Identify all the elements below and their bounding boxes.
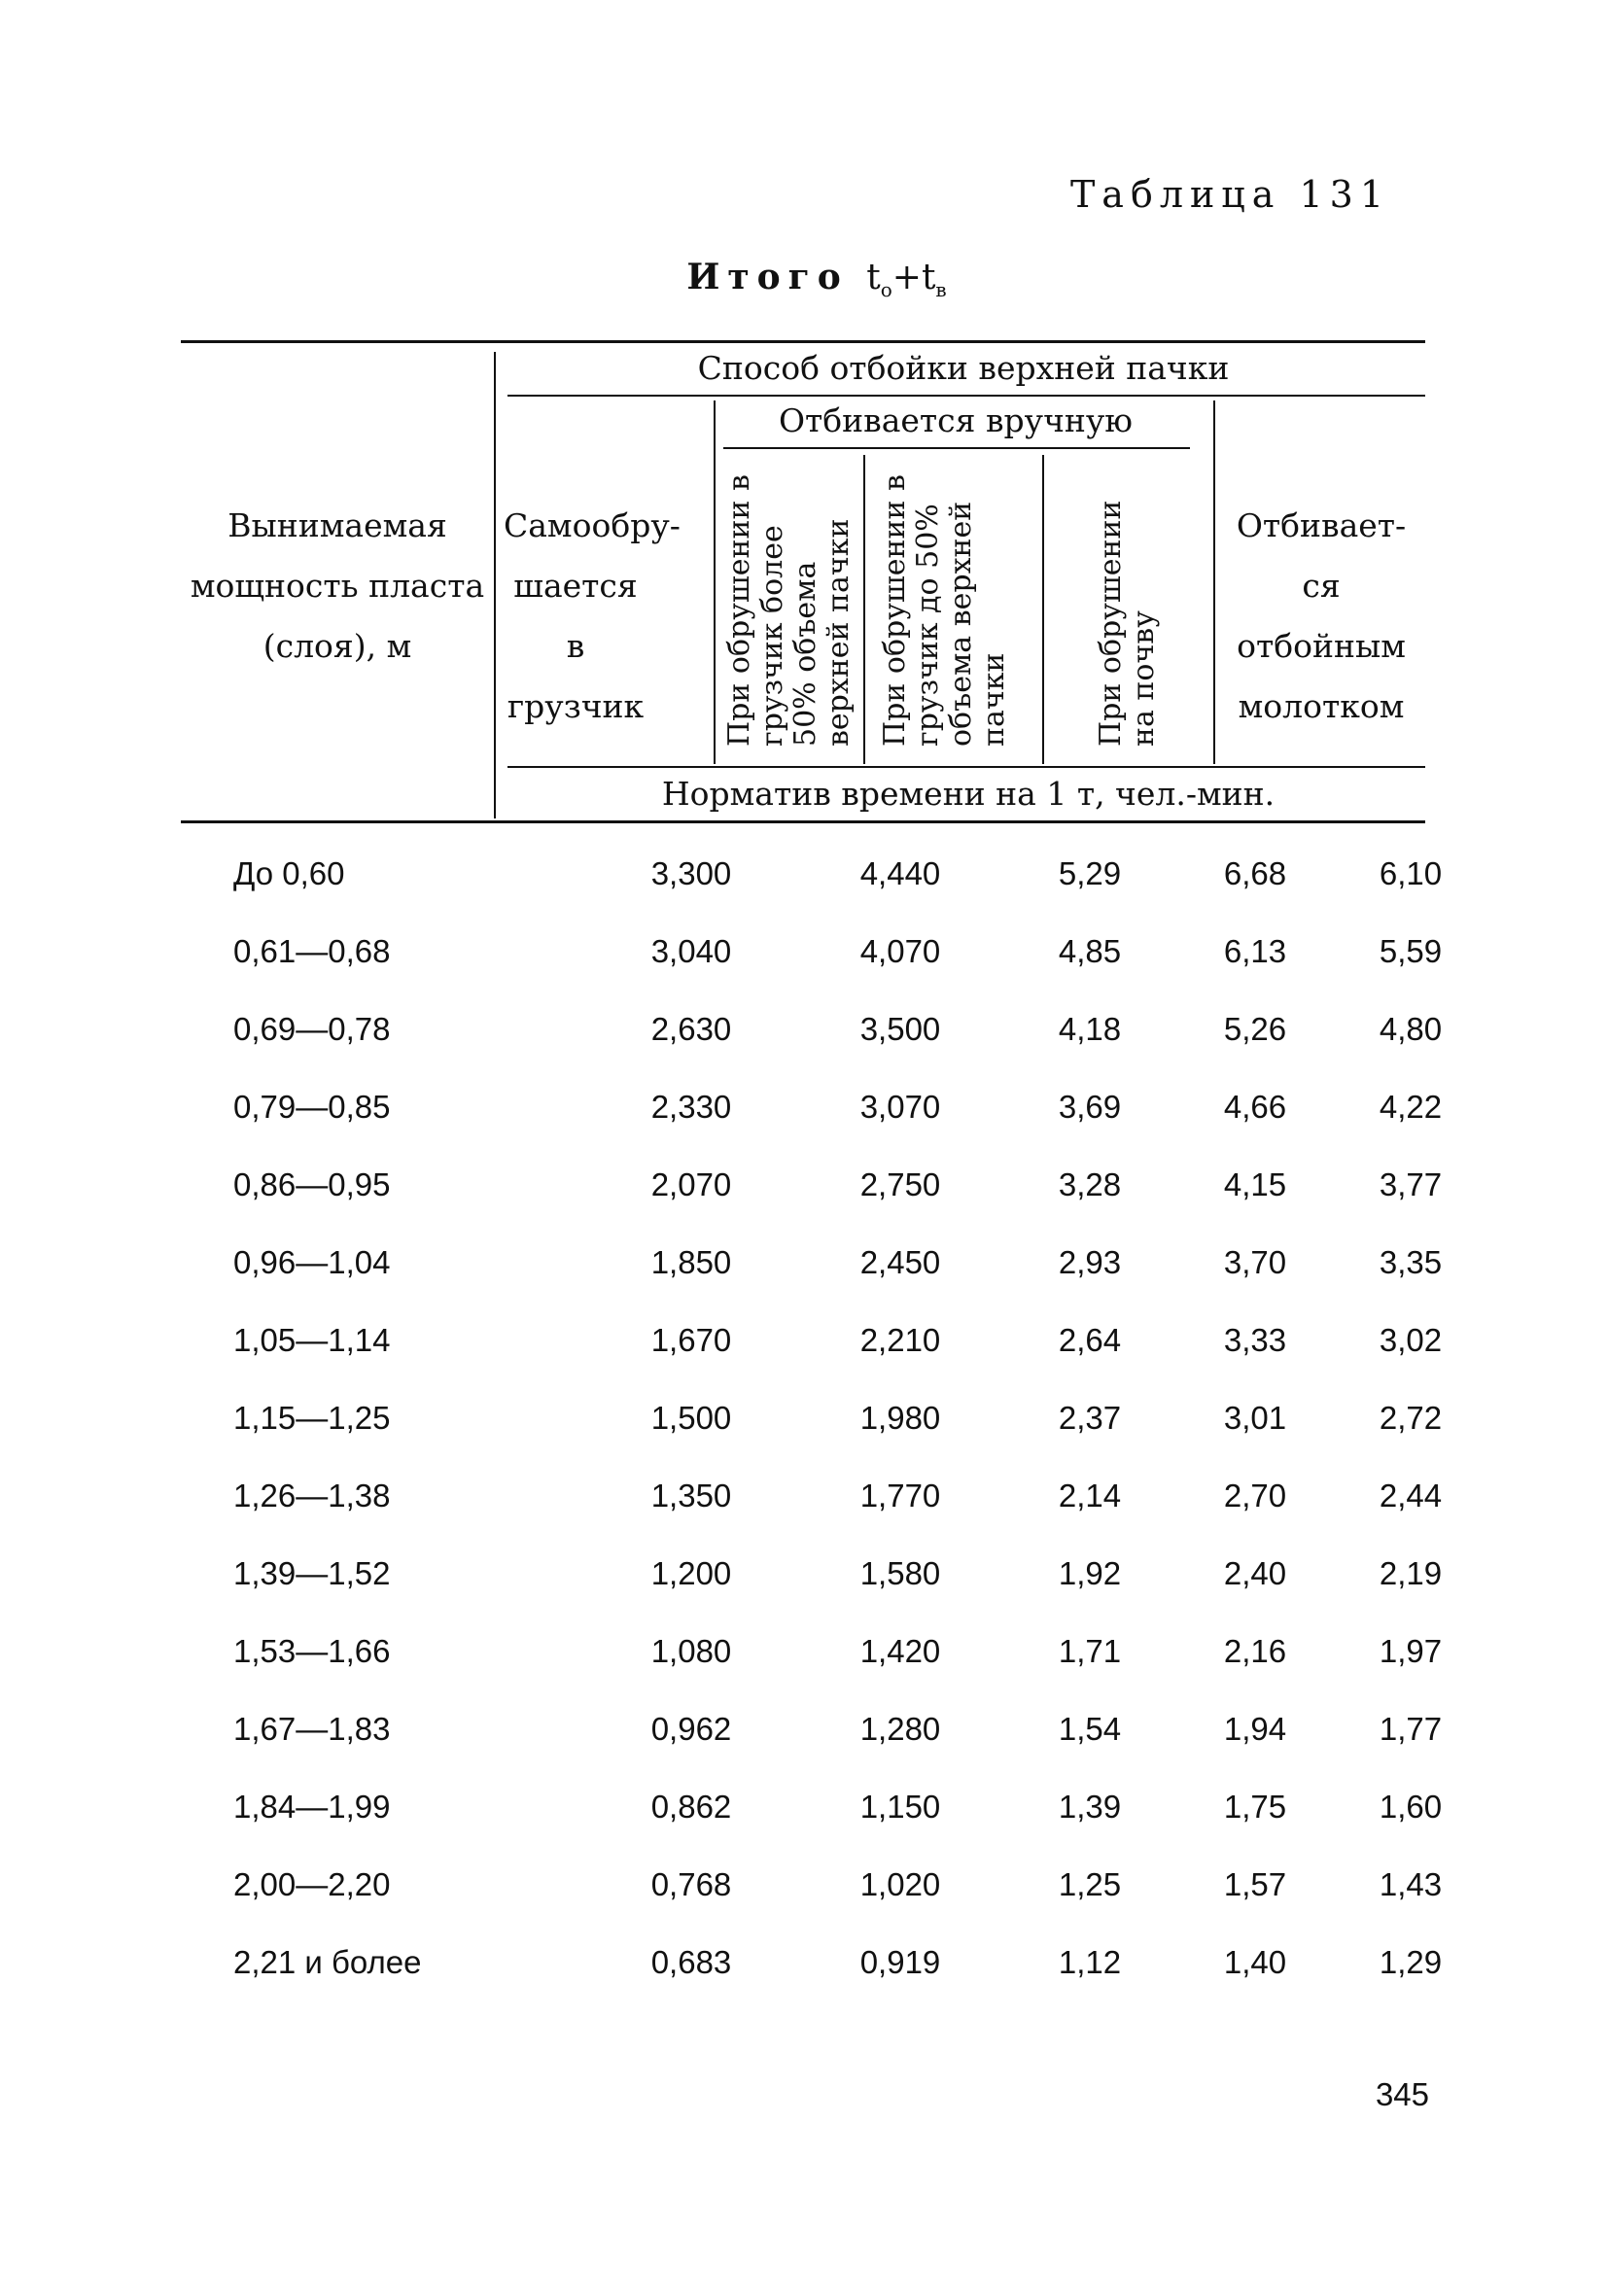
table-title [642,257,992,301]
table-body [181,855,1443,2022]
title-formula: $t_о+t_в$ [866,258,947,302]
table-row [181,933,1443,1011]
table-row [181,855,1443,933]
manual-floor-cell: 1,57 [1223,1866,1287,1902]
hammer-cell: 1,29 [1379,1944,1443,1980]
table-row [181,1166,1443,1244]
manual-under50-cell: 1,92 [1058,1555,1122,1591]
self-collapse-cell: 0,962 [650,1711,732,1747]
self-collapse-cell: 2,630 [650,1011,732,1047]
header-manual-group: Отбивается вручную [778,401,1134,439]
page-number: 345 [1375,2076,1429,2112]
hammer-cell: 3,77 [1379,1166,1443,1202]
table-row [181,1555,1443,1633]
self-collapse-cell: 2,330 [650,1089,732,1125]
seam-thickness-cell: 1,26—1,38 [233,1478,391,1513]
manual-over50-cell: 2,210 [859,1322,941,1358]
header-hammer: Отбивает- ся отбойным молотком [1236,506,1407,725]
seam-thickness-cell: 0,96—1,04 [233,1244,391,1280]
seam-thickness-cell: 0,61—0,68 [233,933,391,969]
manual-under50-cell: 1,25 [1058,1866,1122,1902]
manual-over50-cell: 1,980 [859,1400,941,1436]
header-divider-m2 [1042,455,1044,764]
manual-over50-cell: 1,420 [859,1633,941,1669]
manual-over50-cell: 1,280 [859,1711,941,1747]
seam-thickness-cell: 1,05—1,14 [233,1322,391,1358]
header-method-group: Способ отбойки верхней пачки [697,349,1230,387]
seam-thickness-cell: 2,00—2,20 [233,1866,391,1902]
manual-floor-cell: 3,33 [1223,1322,1287,1358]
manual-over50-cell: 4,070 [859,933,941,969]
table-row [181,1322,1443,1400]
table-row [181,1478,1443,1555]
header-method-rule [507,395,1425,397]
self-collapse-cell: 3,040 [650,933,732,969]
hammer-cell: 1,43 [1379,1866,1443,1902]
seam-thickness-cell: 2,21 и более [233,1944,422,1980]
hammer-cell: 6,10 [1379,855,1443,891]
manual-under50-cell: 1,12 [1058,1944,1122,1980]
hammer-cell: 1,60 [1379,1789,1443,1825]
header-divider-self [714,400,716,764]
table-row [181,1633,1443,1711]
manual-floor-cell: 2,70 [1223,1478,1287,1513]
hammer-cell: 1,97 [1379,1633,1443,1669]
manual-under50-cell: 1,39 [1058,1789,1122,1825]
manual-over50-cell: 3,500 [859,1011,941,1047]
header-divider-hammer [1213,400,1215,764]
self-collapse-cell: 0,768 [650,1866,732,1902]
self-collapse-cell: 1,500 [650,1400,732,1436]
table-row [181,1866,1443,1944]
table-number-label: Таблица 131 [1069,173,1390,216]
manual-under50-cell: 4,18 [1058,1011,1122,1047]
manual-under50-cell: 1,54 [1058,1711,1122,1747]
manual-floor-cell: 3,70 [1223,1244,1287,1280]
table-row [181,1400,1443,1478]
table-row [181,1711,1443,1789]
manual-floor-cell: 4,66 [1223,1089,1287,1125]
header-manual-sub-1: При обрушении в грузчик более 50% объема верхней пачки [722,474,856,747]
self-collapse-cell: 1,080 [650,1633,732,1669]
manual-over50-cell: 1,770 [859,1478,941,1513]
self-collapse-cell: 1,850 [650,1244,732,1280]
manual-over50-cell: 2,450 [859,1244,941,1280]
manual-over50-cell: 1,580 [859,1555,941,1591]
manual-over50-cell: 1,150 [859,1789,941,1825]
manual-under50-cell: 1,71 [1058,1633,1122,1669]
header-unit-row: Норматив времени на 1 т, чел.-мин. [661,775,1276,813]
hammer-cell: 2,19 [1379,1555,1443,1591]
self-collapse-cell: 3,300 [650,855,732,891]
table-row [181,1089,1443,1166]
header-manual-rule [723,447,1190,449]
header-top-rule [181,340,1425,343]
table-row [181,1011,1443,1089]
self-collapse-cell: 1,670 [650,1322,732,1358]
seam-thickness-cell: 1,67—1,83 [233,1711,391,1747]
manual-floor-cell: 2,40 [1223,1555,1287,1591]
hammer-cell: 2,72 [1379,1400,1443,1436]
header-divider-first [494,352,496,818]
manual-over50-cell: 0,919 [859,1944,941,1980]
self-collapse-cell: 2,070 [650,1166,732,1202]
manual-floor-cell: 3,01 [1223,1400,1287,1436]
seam-thickness-cell: 1,84—1,99 [233,1789,391,1825]
manual-under50-cell: 2,14 [1058,1478,1122,1513]
manual-floor-cell: 1,75 [1223,1789,1287,1825]
self-collapse-cell: 0,862 [650,1789,732,1825]
table-row [181,1789,1443,1866]
title-lead: Итого [686,257,849,297]
seam-thickness-cell: 1,15—1,25 [233,1400,391,1436]
manual-over50-cell: 2,750 [859,1166,941,1202]
manual-floor-cell: 2,16 [1223,1633,1287,1669]
manual-floor-cell: 4,15 [1223,1166,1287,1202]
header-bottom-rule [181,820,1425,823]
seam-thickness-cell: 1,39—1,52 [233,1555,391,1591]
hammer-cell: 3,02 [1379,1322,1443,1358]
manual-floor-cell: 6,13 [1223,933,1287,969]
hammer-cell: 3,35 [1379,1244,1443,1280]
header-unit-rule-top [507,766,1425,768]
seam-thickness-cell: До 0,60 [233,855,345,891]
manual-floor-cell: 1,94 [1223,1711,1287,1747]
hammer-cell: 4,22 [1379,1089,1443,1125]
manual-over50-cell: 3,070 [859,1089,941,1125]
seam-thickness-cell: 1,53—1,66 [233,1633,391,1669]
hammer-cell: 4,80 [1379,1011,1443,1047]
header-seam-thickness: Вынимаемая мощность пласта (слоя), м [190,506,485,665]
manual-floor-cell: 5,26 [1223,1011,1287,1047]
manual-floor-cell: 6,68 [1223,855,1287,891]
manual-over50-cell: 1,020 [859,1866,941,1902]
manual-under50-cell: 3,28 [1058,1166,1122,1202]
self-collapse-cell: 1,350 [650,1478,732,1513]
self-collapse-cell: 0,683 [650,1944,732,1980]
header-divider-m1 [863,455,865,764]
manual-under50-cell: 3,69 [1058,1089,1122,1125]
self-collapse-cell: 1,200 [650,1555,732,1591]
manual-under50-cell: 2,64 [1058,1322,1122,1358]
seam-thickness-cell: 0,79—0,85 [233,1089,391,1125]
hammer-cell: 2,44 [1379,1478,1443,1513]
table-header [181,340,1425,826]
table-row [181,1244,1443,1322]
table-row [181,1944,1443,2022]
seam-thickness-cell: 0,86—0,95 [233,1166,391,1202]
header-self-collapse: Самообру- шается в грузчик [504,506,681,725]
seam-thickness-cell: 0,69—0,78 [233,1011,391,1047]
manual-over50-cell: 4,440 [859,855,941,891]
manual-under50-cell: 5,29 [1058,855,1122,891]
header-manual-sub-2: При обрушении в грузчик до 50% объема верхней пачки [878,474,1011,747]
manual-under50-cell: 2,93 [1058,1244,1122,1280]
hammer-cell: 1,77 [1379,1711,1443,1747]
manual-under50-cell: 4,85 [1058,933,1122,969]
header-manual-sub-3: При обрушении на почву [1094,500,1161,747]
manual-under50-cell: 2,37 [1058,1400,1122,1436]
hammer-cell: 5,59 [1379,933,1443,969]
manual-floor-cell: 1,40 [1223,1944,1287,1980]
